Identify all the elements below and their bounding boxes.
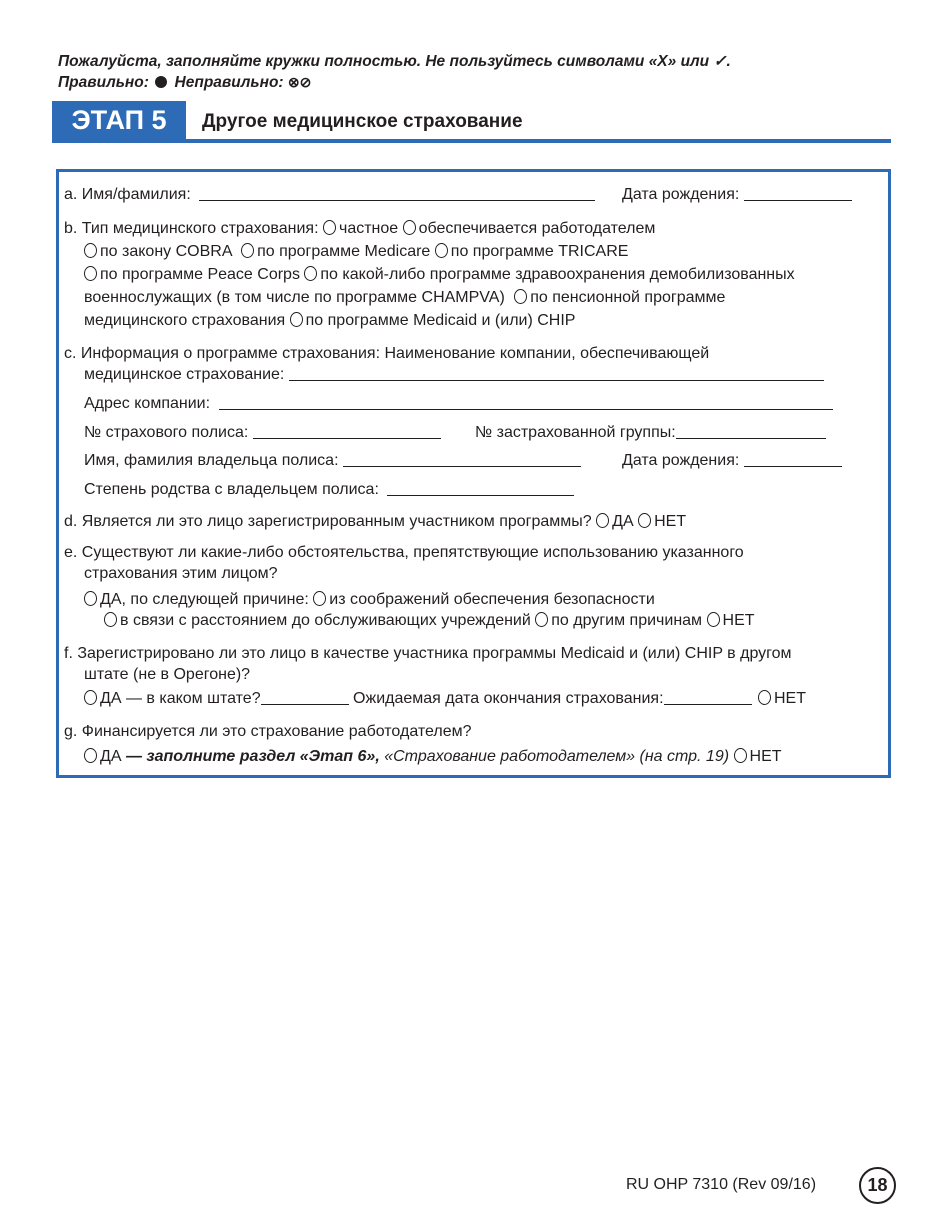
- opt-veteran-label: по какой-либо программе здравоохранения демобилизованных: [320, 266, 795, 283]
- opt-medicare-label: по программе Medicare: [257, 243, 431, 260]
- row-c-company: [84, 366, 824, 384]
- row-c: [64, 345, 709, 363]
- opt-peace-label: по программе Peace Corps: [100, 266, 300, 283]
- radio-peace-corps[interactable]: [84, 266, 97, 281]
- other-state-question: Зарегистрировано ли это лицо в качестве участника программы Medicaid и (или) CHIP в другом: [77, 645, 792, 662]
- insurance-type-label: Тип медицинского страхования:: [81, 220, 319, 237]
- row-g-2: [84, 748, 782, 766]
- radio-e-safety[interactable]: [313, 591, 326, 606]
- opt-medicaid-label: по программе Medicaid и (или) CHIP: [305, 312, 576, 329]
- radio-e-distance[interactable]: [104, 612, 117, 627]
- state-field[interactable]: [261, 690, 349, 705]
- item-letter: g.: [64, 723, 78, 740]
- stage-title: Другое медицинское страхование: [202, 111, 523, 132]
- radio-e-other[interactable]: [535, 612, 548, 627]
- row-c-group: [475, 424, 826, 442]
- company-label: медицинское страхование:: [84, 366, 285, 383]
- e-safety-label: из соображений обеспечения безопасности: [329, 591, 655, 608]
- policy-number-label: № страхового полиса:: [84, 424, 249, 441]
- stage-label: ЭТАП 5: [52, 101, 186, 139]
- radio-veteran[interactable]: [304, 266, 317, 281]
- row-a: [64, 186, 595, 204]
- item-letter: f.: [64, 645, 73, 662]
- incorrect-marks-icon: ⊗⊘: [287, 74, 312, 90]
- row-b-5: [84, 312, 575, 330]
- d-yes-label: ДА: [612, 513, 634, 530]
- opt-retiree-label: по пенсионной программе: [530, 289, 726, 306]
- radio-d-no[interactable]: [638, 513, 651, 528]
- radio-f-yes[interactable]: [84, 690, 97, 705]
- item-letter: d.: [64, 513, 78, 530]
- radio-cobra[interactable]: [84, 243, 97, 258]
- obstacle-question: Существуют ли какие-либо обстоятельства, препятствующие использованию указанного: [81, 544, 744, 561]
- row-d: [64, 513, 686, 531]
- g-reference: «Страхование работодателем» (на стр. 19): [384, 748, 730, 765]
- item-letter: b.: [64, 220, 78, 237]
- g-no-label: НЕТ: [749, 748, 782, 765]
- instructions-line1: Пожалуйста, заполняйте кружки полностью. Не пользуйтесь символами «X» или ✓.: [58, 53, 731, 70]
- dob-field[interactable]: [744, 186, 852, 201]
- row-g: [64, 723, 472, 741]
- item-letter: e.: [64, 544, 78, 561]
- radio-employer[interactable]: [403, 220, 416, 235]
- employer-funded-question: Финансируется ли это страхование работодателем?: [81, 723, 472, 740]
- filled-circle-icon: [155, 76, 167, 88]
- radio-retiree[interactable]: [514, 289, 527, 304]
- opt-tricare-label: по программе TRICARE: [450, 243, 629, 260]
- row-b-3: [84, 266, 795, 284]
- incorrect-label: Неправильно:: [174, 74, 284, 91]
- radio-e-no[interactable]: [707, 612, 720, 627]
- form-code: RU OHP 7310 (Rev 09/16): [626, 1176, 817, 1193]
- other-state-question-2: штате (не в Орегоне)?: [84, 666, 251, 683]
- radio-medicare[interactable]: [241, 243, 254, 258]
- e-distance-label: в связи с расстоянием до обслуживающих учреждений: [120, 612, 531, 629]
- e-other-label: по другим причинам: [551, 612, 703, 629]
- fill-instructions: [58, 52, 731, 93]
- row-e-3: [84, 591, 655, 609]
- group-number-label: № застрахованной группы:: [475, 424, 676, 441]
- name-field[interactable]: [199, 186, 595, 201]
- opt-retiree-label-2: медицинского страхования: [84, 312, 286, 329]
- row-b-4: [84, 289, 725, 307]
- item-letter: a.: [64, 186, 78, 203]
- row-e: [64, 544, 744, 562]
- opt-employer-label: обеспечивается работодателем: [418, 220, 656, 237]
- obstacle-question-2: страхования этим лицом?: [84, 565, 278, 582]
- row-b: [64, 220, 655, 238]
- e-yes-label: ДА, по следующей причине:: [100, 591, 309, 608]
- g-instruction: — заполните раздел «Этап 6»,: [125, 748, 380, 765]
- radio-f-no[interactable]: [758, 690, 771, 705]
- relationship-field[interactable]: [387, 481, 574, 496]
- holder-dob-field[interactable]: [744, 452, 842, 467]
- address-field[interactable]: [219, 395, 833, 410]
- correct-label: Правильно:: [58, 74, 149, 91]
- plan-info-label: Информация о программе страхования: Наименование компании, обеспечивающей: [80, 345, 710, 362]
- f-no-label: НЕТ: [773, 690, 806, 707]
- radio-g-yes[interactable]: [84, 748, 97, 763]
- row-b-2: [84, 243, 628, 261]
- end-date-label: Ожидаемая дата окончания страхования:: [353, 690, 664, 707]
- radio-d-yes[interactable]: [596, 513, 609, 528]
- stage-divider: [52, 139, 891, 143]
- row-e-4: [104, 612, 755, 630]
- enrolled-question: Является ли это лицо зарегистрированным участником программы?: [81, 513, 592, 530]
- row-a-dob: [622, 186, 852, 204]
- opt-cobra-label: по закону COBRA: [100, 243, 232, 260]
- radio-e-yes[interactable]: [84, 591, 97, 606]
- stage-header: [52, 101, 891, 139]
- other-insurance-form: [56, 169, 891, 778]
- page-number: 18: [859, 1167, 896, 1204]
- e-no-label: НЕТ: [722, 612, 755, 629]
- policy-holder-label: Имя, фамилия владельца полиса:: [84, 452, 339, 469]
- radio-g-no[interactable]: [734, 748, 747, 763]
- g-yes-label: ДА: [100, 748, 122, 765]
- row-c-policy: [84, 424, 441, 442]
- row-c-address: [84, 395, 833, 413]
- group-number-field[interactable]: [676, 424, 826, 439]
- radio-medicaid[interactable]: [290, 312, 303, 327]
- d-no-label: НЕТ: [654, 513, 687, 530]
- policy-holder-field[interactable]: [343, 452, 581, 467]
- opt-private-label: частное: [338, 220, 399, 237]
- name-label: Имя/фамилия:: [81, 186, 191, 203]
- relationship-label: Степень родства с владельцем полиса:: [84, 481, 379, 498]
- radio-private[interactable]: [323, 220, 336, 235]
- policy-number-field[interactable]: [253, 424, 441, 439]
- company-field[interactable]: [289, 366, 824, 381]
- address-label: Адрес компании:: [84, 395, 211, 412]
- row-f: [64, 645, 792, 663]
- opt-veteran-label-2: военнослужащих (в том числе по программе CHAMPVA): [84, 289, 505, 306]
- row-c-relation: [84, 481, 574, 499]
- row-e-2: [84, 565, 278, 583]
- row-c-holder-dob: [622, 452, 842, 470]
- item-letter: c.: [64, 345, 77, 362]
- holder-dob-label: Дата рождения:: [622, 452, 740, 469]
- end-date-field[interactable]: [664, 690, 752, 705]
- row-f-2: [84, 666, 250, 684]
- row-f-3: [84, 690, 806, 708]
- radio-tricare[interactable]: [435, 243, 448, 258]
- f-yes-label: ДА — в каком штате?: [100, 690, 261, 707]
- row-c-holder: [84, 452, 581, 470]
- dob-label: Дата рождения:: [622, 186, 740, 203]
